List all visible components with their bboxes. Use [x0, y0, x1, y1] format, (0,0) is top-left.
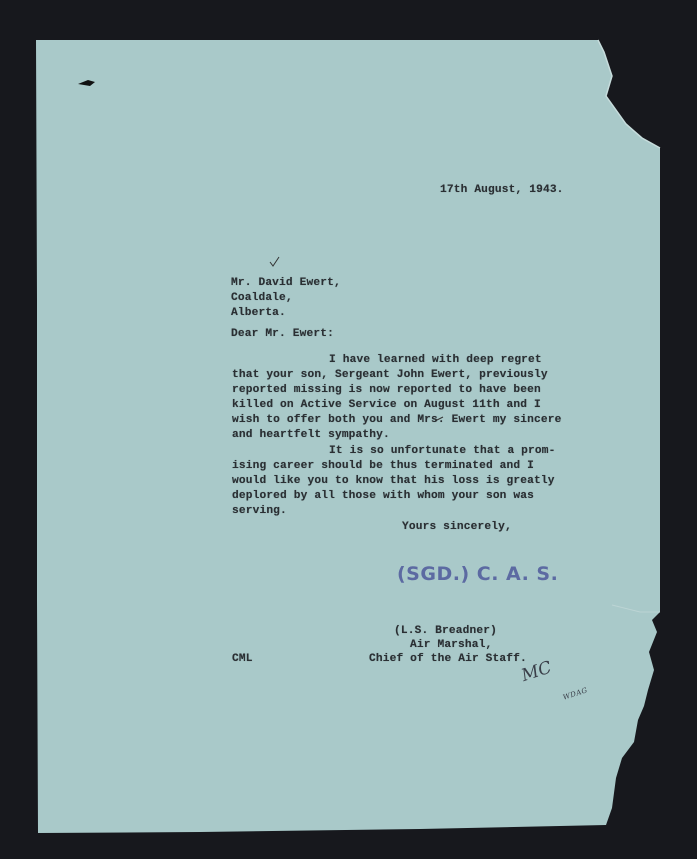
signature-stamp: (SGD.) C. A. S. [397, 563, 559, 585]
paragraph-line: that your son, Sergeant John Ewert, previously [232, 369, 548, 381]
recipient-name: Mr. David Ewert, [231, 277, 341, 289]
recipient-town: Coaldale, [231, 292, 293, 304]
handwritten-note: WDAG [562, 686, 589, 702]
handwritten-initials: MC [519, 657, 555, 687]
paragraph-line: and heartfelt sympathy. [232, 429, 390, 441]
paragraph-line: serving. [232, 505, 287, 517]
typist-initials: CML [232, 653, 253, 665]
recipient-province: Alberta. [231, 307, 286, 319]
paragraph-line: I have learned with deep regret [329, 354, 542, 366]
paragraph-line: reported missing is now reported to have been [232, 384, 541, 396]
salutation: Dear Mr. Ewert: [231, 328, 334, 340]
paragraph-line: deplored by all those with whom your son was [232, 490, 534, 502]
closing: Yours sincerely, [402, 521, 512, 533]
signatory-rank: Air Marshal, [410, 639, 493, 651]
paragraph-line: killed on Active Service on August 11th and I [232, 399, 541, 411]
paragraph-line: ising career should be thus terminated and I [232, 460, 534, 472]
letter-date: 17th August, 1943. [440, 184, 564, 196]
signatory-name: (L.S. Breadner) [394, 625, 497, 637]
paragraph-line: would like you to know that his loss is greatly [232, 475, 555, 487]
paragraph-line: wish to offer both you and Mrs. Ewert my sincere [232, 414, 562, 426]
signatory-title: Chief of the Air Staff. [369, 653, 527, 665]
paragraph-line: It is so unfortunate that a prom- [329, 445, 556, 457]
